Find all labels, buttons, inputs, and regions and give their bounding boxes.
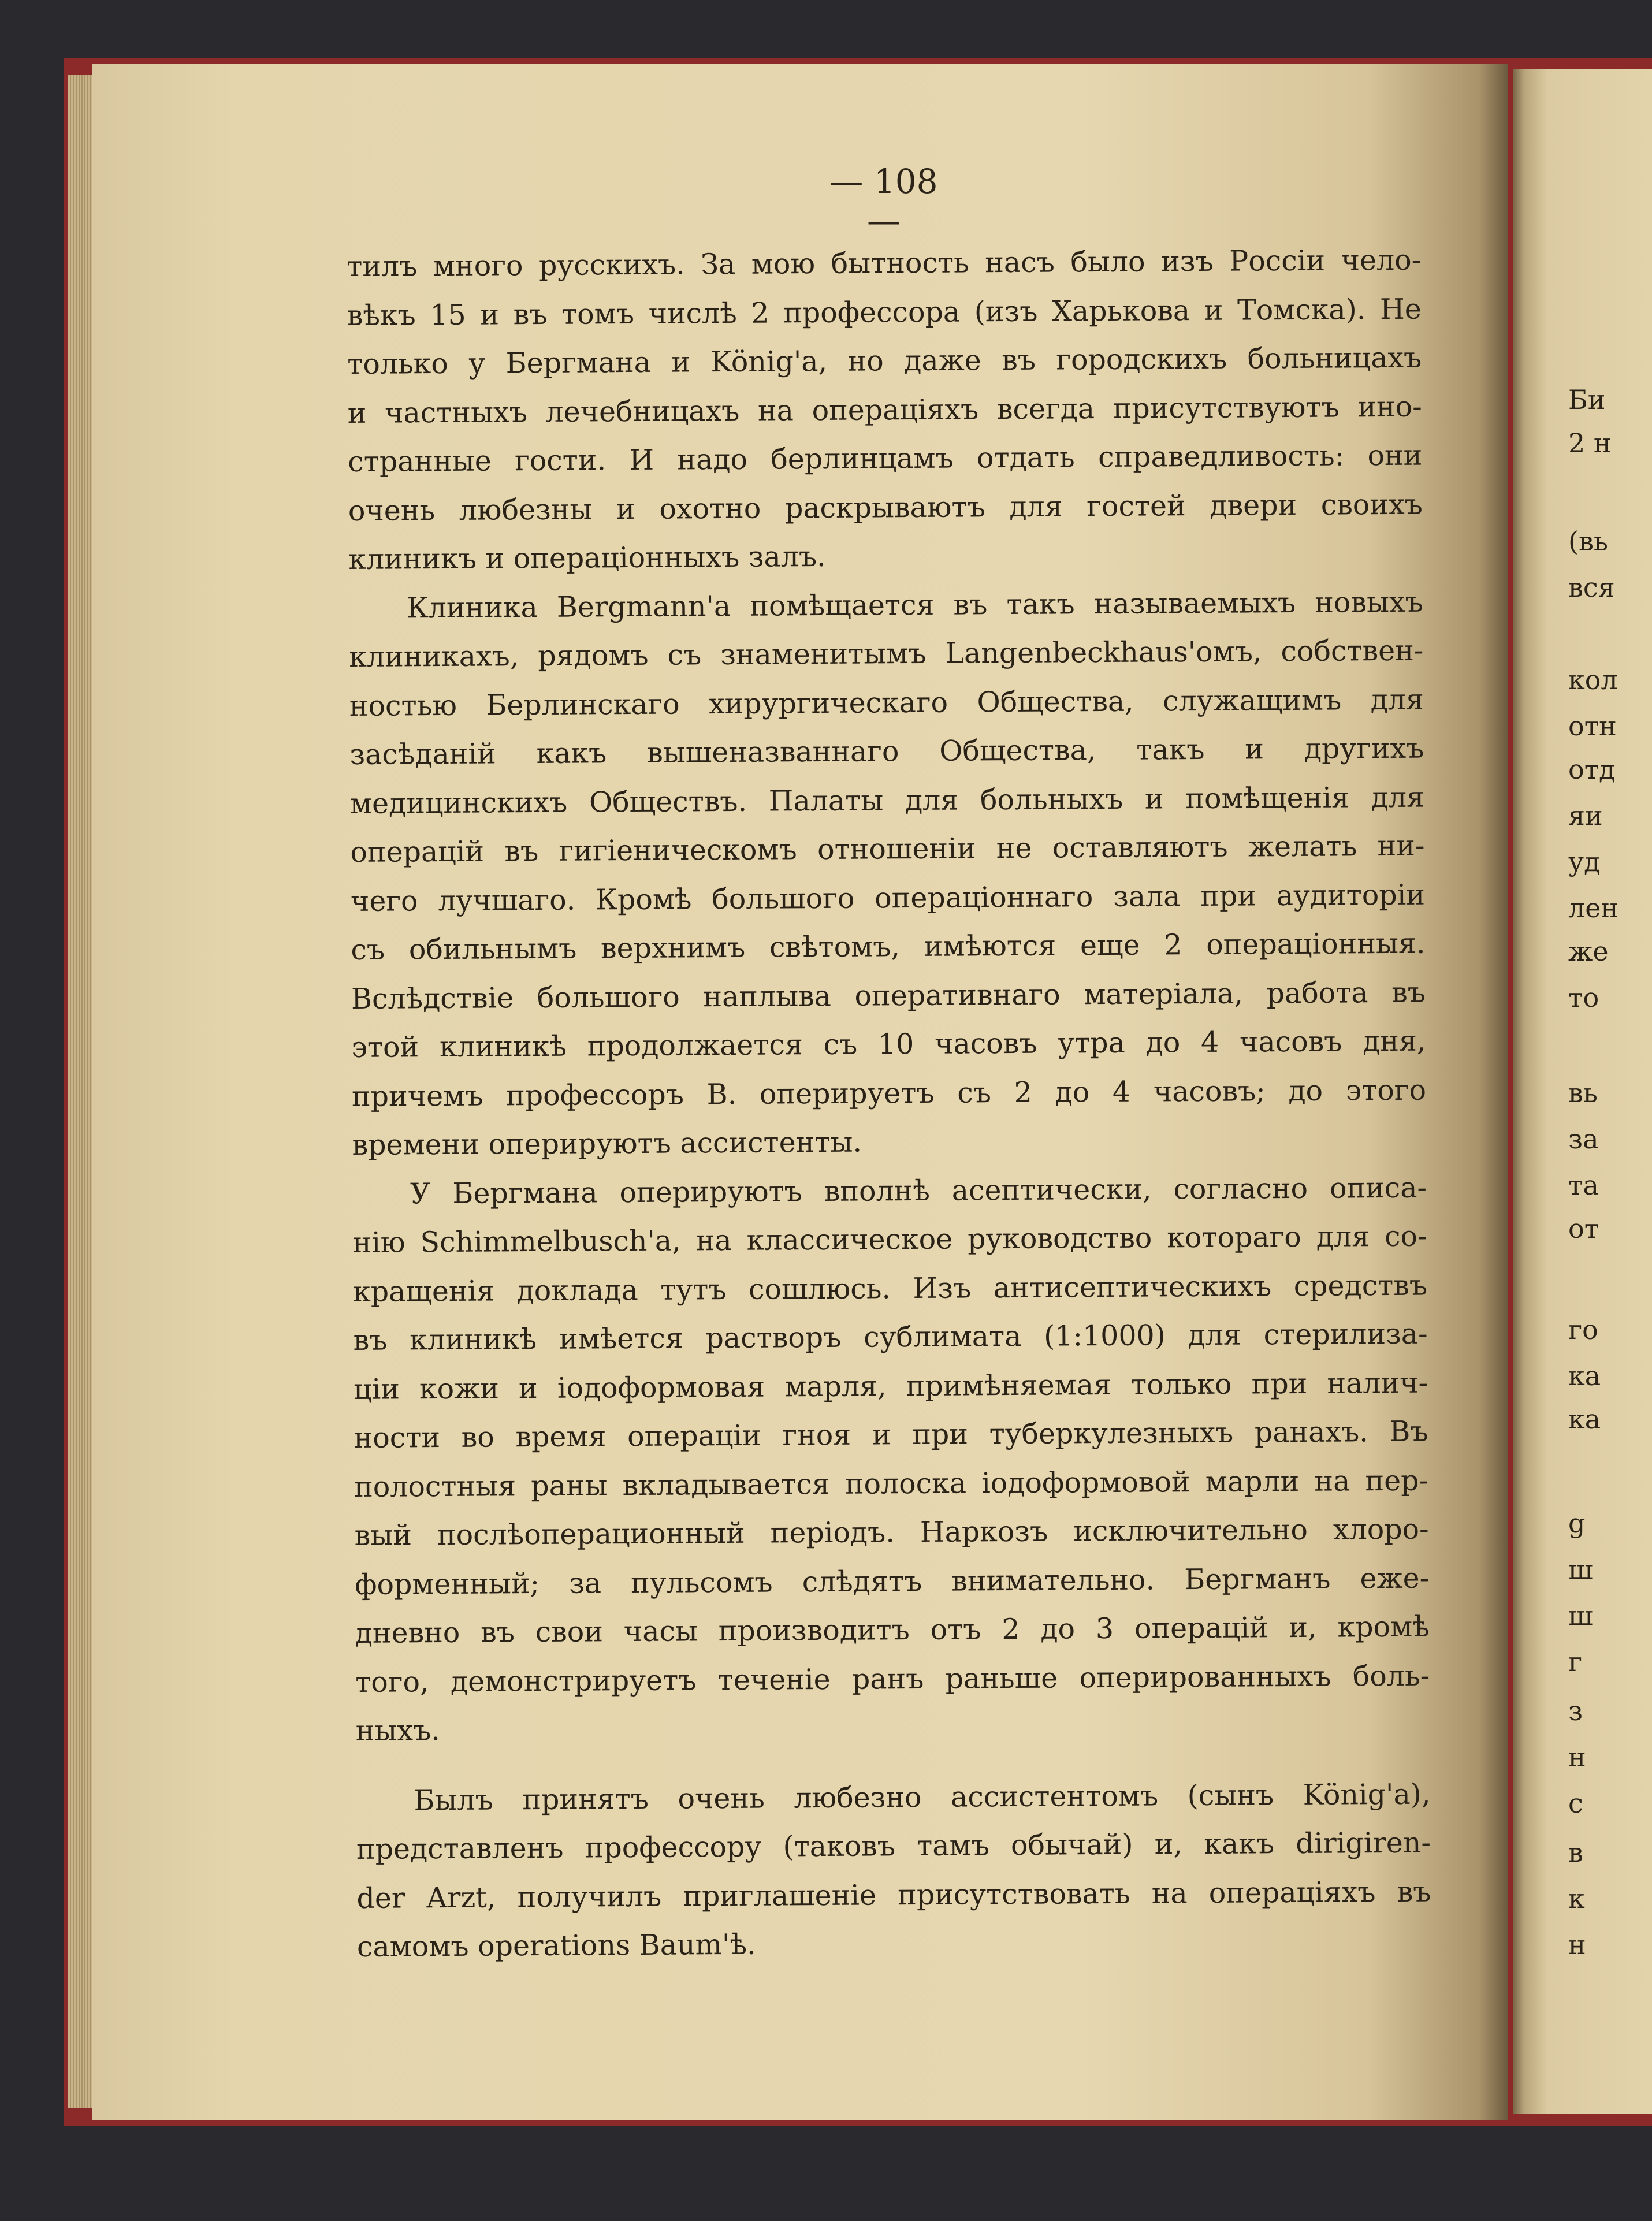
right-page-fragment: ш [1568, 1600, 1593, 1631]
text-line: самомъ operations Baum'ѣ. [356, 1928, 756, 1963]
text-line: представленъ профессору (таковъ тамъ обычай) и, какъ dirigiren- [356, 1826, 1431, 1866]
text-line: нію Schimmelbusch'а, на классическое руководство котораго для со- [352, 1219, 1427, 1259]
right-page-fragment: г [1568, 1646, 1583, 1677]
text-line: операцій въ гигіеническомъ отношеніи не оставляютъ желать ни- [350, 829, 1425, 869]
text-line: того, демонстрируетъ теченіе ранъ раньше оперированныхъ боль- [355, 1659, 1430, 1699]
text-line: очень любезны и охотно раскрываютъ для гостей двери своихъ [348, 488, 1423, 527]
right-page-fragment: то [1568, 982, 1599, 1013]
text-line: клиникахъ, рядомъ съ знаменитымъ Langenbeckhaus'омъ, собствен- [349, 634, 1424, 674]
text-line: въ клиникѣ имѣется растворъ сублимата (1:1000) для стерилиза- [353, 1317, 1428, 1357]
text-line: ныхъ. [355, 1714, 440, 1747]
text-line: форменный; за пульсомъ слѣдятъ внимательно. Бергманъ еже- [355, 1561, 1430, 1601]
text-line: съ обильнымъ верхнимъ свѣтомъ, имѣются еще 2 операціонныя. [351, 927, 1426, 966]
text-line: только у Бергмана и König'а, но даже въ городскихъ больницахъ [347, 341, 1422, 381]
text-line: тилъ много русскихъ. За мою бытность насъ было изъ Россіи чело- [347, 243, 1422, 283]
right-page-fragment: же [1568, 936, 1609, 967]
text-line: кращенія доклада тутъ сошлюсь. Изъ антисептическихъ средствъ [352, 1268, 1428, 1308]
right-page-fragment: отд [1568, 754, 1616, 785]
right-page-fragment: н [1568, 1742, 1586, 1773]
text-line: времени оперируютъ ассистенты. [352, 1125, 862, 1162]
text-line: дневно въ свои часы производитъ отъ 2 до 3 операцій и, кромѣ [355, 1610, 1430, 1650]
right-page-fragment: з [1568, 1695, 1583, 1727]
text-line: вѣкъ 15 и въ томъ числѣ 2 профессора (изъ Харькова и Томска). Не [347, 292, 1422, 332]
right-page-fragment: ка [1568, 1360, 1601, 1392]
right-page-fragment: лен [1568, 892, 1619, 924]
right-page-fragment: с [1568, 1788, 1583, 1819]
right-page-fragment: го [1568, 1314, 1598, 1345]
text-line: полостныя раны вкладывается полоска іодоформовой марли на пер- [354, 1464, 1429, 1504]
right-page-fragment: g [1568, 1508, 1586, 1539]
right-page-fragment: та [1568, 1170, 1599, 1201]
right-page-fragment: кол [1568, 664, 1618, 695]
text-line: Былъ принятъ очень любезно ассистентомъ (сынъ König'а), [414, 1777, 1431, 1817]
text-line: этой клиникѣ продолжается съ 10 часовъ утра до 4 часовъ дня, [351, 1024, 1426, 1064]
text-line: ціи кожи и іодоформовая марля, примѣняемая только при налич- [353, 1366, 1428, 1406]
text-line: медицинскихъ Обществъ. Палаты для больныхъ и помѣщенія для [349, 780, 1425, 820]
text-line: ностью Берлинскаго хирургическаго Общества, служащимъ для [349, 683, 1424, 723]
right-page-fragment: отн [1568, 710, 1617, 742]
text-line: и частныхъ лечебницахъ на операціяхъ всегда присутствуютъ ино- [347, 390, 1422, 430]
right-page-fragment: от [1568, 1213, 1599, 1244]
text-line: чего лучшаго. Кромѣ большого операціоннаго зала при аудиторіи [350, 878, 1426, 918]
right-page-fragment: вся [1568, 572, 1615, 603]
right-page-fragment: н [1568, 1929, 1586, 1960]
page-number: — 108 — [829, 162, 938, 240]
right-page-fragment: 2 н [1568, 427, 1612, 459]
page-text [347, 236, 1431, 1972]
text-line: причемъ профессоръ В. оперируетъ съ 2 до 4 часовъ; до этого [351, 1073, 1427, 1113]
text-line: ности во время операціи гноя и при туберкулезныхъ ранахъ. Въ [354, 1415, 1428, 1454]
right-page-fragment: яи [1568, 800, 1603, 831]
text-line: засѣданій какъ вышеназваннаго Общества, такъ и другихъ [349, 731, 1424, 771]
right-page-fragment: вь [1568, 1077, 1598, 1108]
text-line: вый послѣоперационный періодъ. Наркозъ исключительно хлоро- [354, 1512, 1429, 1552]
right-page-fragment: в [1568, 1837, 1583, 1868]
text-line: клиникъ и операціонныхъ залъ. [348, 540, 826, 576]
text-line: У Бергмана оперируютъ вполнѣ асептически, согласно описа- [410, 1171, 1427, 1210]
right-page-fragment: (вь [1568, 526, 1608, 557]
text-line: Вслѣдствіе большого наплыва оперативнаго матеріала, работа въ [351, 976, 1426, 1015]
right-page-fragment: за [1568, 1123, 1599, 1155]
right-page-fragment: к [1568, 1883, 1585, 1914]
right-page-fragment: ш [1568, 1554, 1593, 1585]
right-page-fragment: уд [1568, 846, 1601, 877]
text-line: странные гости. И надо берлинцамъ отдать справедливость: они [348, 438, 1423, 478]
right-page-fragment: ка [1568, 1404, 1601, 1435]
text-line: Клиника Bergmann'а помѣщается въ такъ называемыхъ новыхъ [406, 585, 1424, 624]
text-line: der Arzt, получилъ приглашеніе присутствовать на операціяхъ въ [356, 1875, 1431, 1915]
right-page-fragment: Би [1568, 384, 1606, 415]
